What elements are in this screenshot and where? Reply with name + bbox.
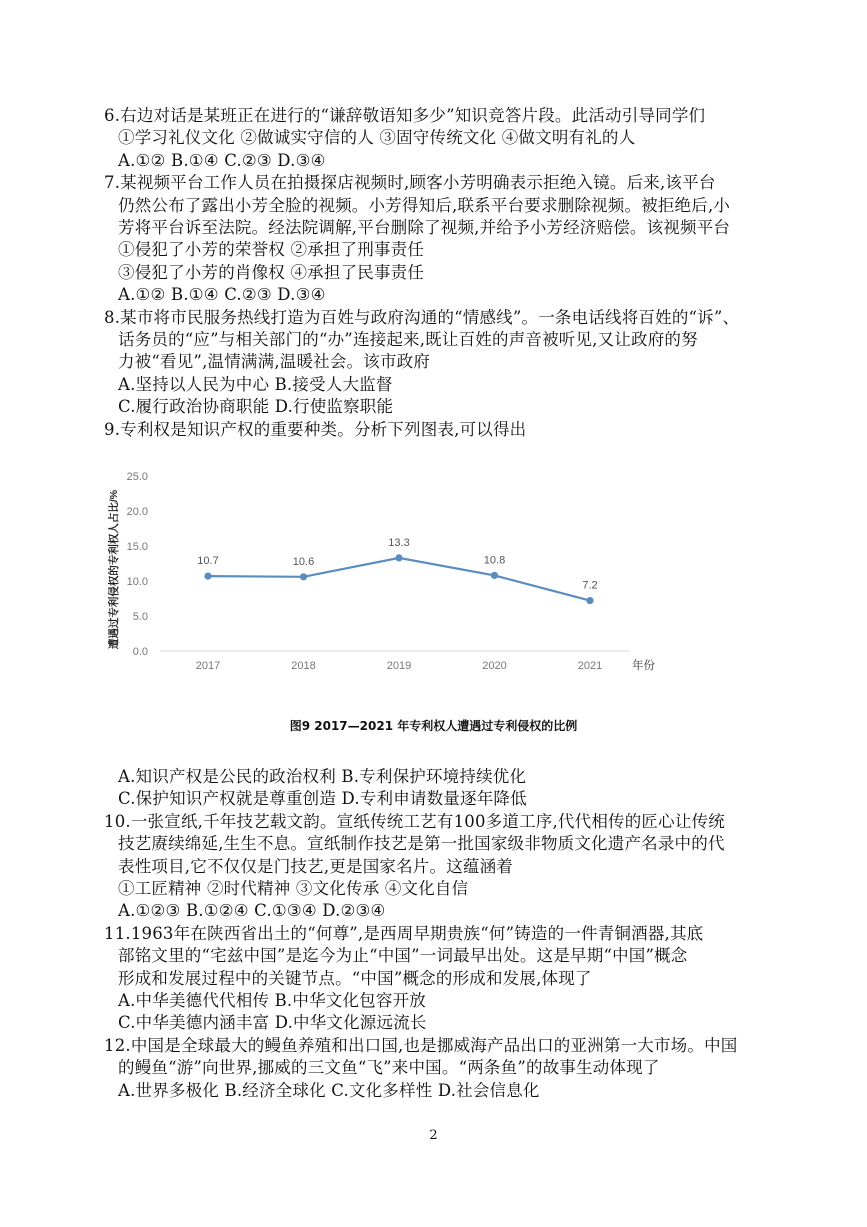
data-point — [491, 572, 498, 579]
question-text-line: A.中华美德代代相传 B.中华文化包容开放 — [118, 991, 426, 1010]
data-label: 10.7 — [197, 555, 219, 568]
question-text-line: A.知识产权是公民的政治权利 B.专利保护环境持续优化 — [118, 767, 527, 786]
y-tick-label: 5.0 — [132, 611, 148, 623]
question-stem-line: 7.某视频平台工作人员在拍摄探店视频时,顾客小芳明确表示拒绝入镜。后来,该平台 — [104, 173, 716, 193]
y-axis-label: 遭遇过专利侵权的专利权人占比/% — [108, 489, 120, 650]
question-text-line: ①侵犯了小芳的荣誉权 ②承担了刑事责任 — [118, 240, 425, 260]
data-point — [586, 597, 593, 604]
question-text-line: 部铭文里的“宅兹中国”是迄今为止“中国”一词最早出处。这是早期“中国”概念 — [118, 946, 688, 966]
question-text-line: A.①② B.①④ C.②③ D.③④ — [118, 150, 326, 170]
x-tick-label: 2018 — [291, 660, 316, 672]
question-text-line: ①工匠精神 ②时代精神 ③文化传承 ④文化自信 — [118, 879, 469, 898]
question-stem-line: 6.右边对话是某班正在进行的“谦辞敬语知多少”知识竞答片段。此活动引导同学们 — [104, 106, 706, 125]
y-tick-label: 15.0 — [126, 541, 148, 553]
x-tick-label: 2020 — [482, 660, 507, 672]
data-point — [395, 554, 402, 561]
data-point — [204, 573, 211, 580]
y-tick-label: 10.0 — [126, 576, 148, 588]
x-tick-label: 2019 — [386, 660, 412, 672]
data-label: 10.8 — [483, 554, 506, 567]
figure-caption: 图9 2017—2021 年专利权人遭遇过专利侵权的比例 — [289, 719, 578, 733]
question-text-line: 形成和发展过程中的关键节点。“中国”概念的形成和发展,体现了 — [118, 968, 592, 988]
data-label: 13.3 — [388, 536, 410, 549]
question-stem-line: 12.中国是全球最大的鳗鱼养殖和出口国,也是挪威海产品出口的亚洲第一大市场。中国 — [104, 1035, 738, 1055]
question-text-line: 芳将平台诉至法院。经法院调解,平台删除了视频,并给予小芳经济赔偿。该视频平台 — [118, 218, 731, 237]
question-text-line: 的鳗鱼“游”向世界,挪威的三文鱼“飞”来中国。“两条鱼”的故事生动体现了 — [118, 1058, 660, 1078]
question-text-line: ③侵犯了小芳的肖像权 ④承担了民事责任 — [118, 262, 425, 282]
y-tick-label: 25.0 — [126, 471, 148, 483]
question-stem-line: 9.专利权是知识产权的重要种类。分析下列图表,可以得出 — [104, 419, 527, 439]
page-number: 2 — [429, 1128, 438, 1143]
question-text-line: A.坚持以人民为中心 B.接受人大监督 — [118, 374, 393, 394]
data-label: 10.6 — [292, 555, 315, 568]
question-text-line: C.履行政治协商职能 D.行使监察职能 — [118, 397, 394, 417]
x-axis-label: 年份 — [632, 660, 655, 672]
question-text-line: 话务员的“应”与相关部门的“办”连接起来,既让百姓的声音被听见,又让政府的努 — [118, 330, 698, 349]
question-stem-line: 10.一张宣纸,千年技艺载文韵。宣纸传统工艺有100多道工序,代代相传的匠心让传统 — [104, 811, 725, 831]
question-text-line: C.中华美德内涵丰富 D.中华文化源远流长 — [118, 1013, 427, 1033]
y-tick-label: 0.0 — [132, 646, 148, 658]
patent-infringement-line-chart — [100, 462, 700, 682]
question-text-line: 力被“看见”,温情满满,温暖社会。该市政府 — [118, 352, 431, 372]
question-text-line: A.①②③ B.①②④ C.①③④ D.②③④ — [118, 901, 386, 921]
question-text-line: C.保护知识产权就是尊重创造 D.专利申请数量逐年降低 — [118, 789, 527, 809]
y-tick-label: 20.0 — [126, 506, 148, 518]
data-point — [300, 573, 307, 580]
question-stem-line: 8.某市将市民服务热线打造为百姓与政府沟通的“情感线”。一条电话线将百姓的“诉”、 — [104, 307, 740, 327]
question-text-line: 表性项目,它不仅仅是门技艺,更是国家名片。这蕴涵着 — [118, 856, 513, 876]
question-text-line: A.世界多极化 B.经济全球化 C.文化多样性 D.社会信息化 — [118, 1080, 540, 1100]
question-stem-line: 11.1963年在陕西省出土的“何尊”,是西周早期贵族“何”铸造的一件青铜酒器,其底 — [104, 923, 704, 943]
data-label: 7.2 — [582, 579, 598, 592]
x-tick-label: 2021 — [577, 660, 603, 672]
x-tick-label: 2017 — [195, 660, 221, 672]
question-text-line: 仍然公布了露出小芳全脸的视频。小芳得知后,联系平台要求删除视频。被拒绝后,小 — [118, 195, 731, 215]
question-text-line: 技艺赓续绵延,生生不息。宣纸制作技艺是第一批国家级非物质文化遗产名录中的代 — [118, 834, 725, 854]
question-text-line: ①学习礼仪文化 ②做诚实守信的人 ③固守传统文化 ④做文明有礼的人 — [118, 128, 636, 148]
question-text-line: A.①② B.①④ C.②③ D.③④ — [118, 285, 326, 305]
